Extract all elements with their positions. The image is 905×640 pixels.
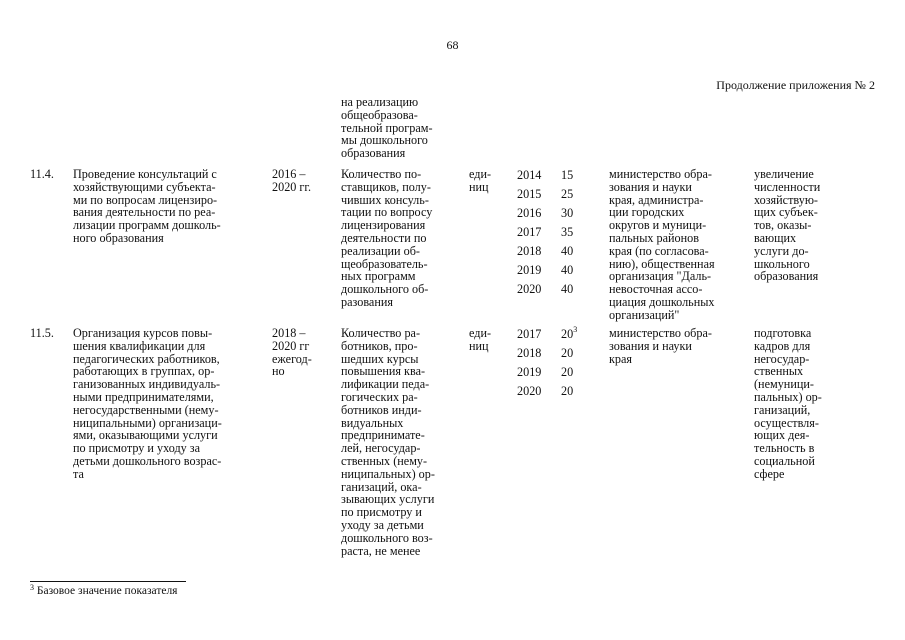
footnote-reference: 3 <box>573 325 578 334</box>
footnote <box>30 585 177 597</box>
activity-description: Организация курсов повы- шения квалификации для педагогических работников, работающих в группах, ор- ганизованных индивидуаль- ными предпринимателями, негосударственными (нему- ниципальными) организаци- ями, оказывающими услуги по присмотру и уходу за детьми дошкольного возрас- та <box>73 326 222 481</box>
year-value-pair <box>517 327 577 342</box>
expected-result: подготовка кадров для негосудар- ственных (немуници- пальных) ор- ганизаций, осуществля- ющих дея- тельность в социальной сфере <box>754 326 822 481</box>
value: 25 <box>561 187 574 201</box>
expected-result: увеличение численности хозяйствую- щих субъек- тов, оказы- вающих услуги до- школьного образования <box>754 167 821 284</box>
page-number: 68 <box>446 38 459 52</box>
year: 2017 <box>517 327 542 341</box>
year: 2016 <box>517 206 542 220</box>
value: 20 <box>561 365 574 379</box>
year-value-pair <box>517 187 573 202</box>
year: 2017 <box>517 225 542 239</box>
appendix-continuation-label: Продолжение приложения № 2 <box>716 78 875 92</box>
year-value-pair <box>517 225 573 240</box>
activity-description: Проведение консультаций с хозяйствующими субъекта- ми по вопросам лицензиро- вания деятельности по реа- лизации программ дошколь- ного образования <box>73 167 221 245</box>
carryover-indicator: на реализацию общеобразова- тельной програм- мы дошкольного образования <box>341 95 433 161</box>
value: 20 <box>561 384 574 398</box>
indicator-description: Количество по- ставщиков, полу- чивших консуль- тации по вопросу лицензирования деятельности по реализации об- щеобразователь- ных программ дошкольного об- разования <box>341 167 433 309</box>
year-value-pair <box>517 346 573 361</box>
year-value-pair <box>517 384 573 399</box>
value: 35 <box>561 225 574 239</box>
year: 2018 <box>517 346 542 360</box>
footnote-mark: 3 <box>30 583 34 592</box>
year-value-pair <box>517 365 573 380</box>
value: 40 <box>561 282 574 296</box>
value: 40 <box>561 263 574 277</box>
executor: министерство обра- зования и науки края, администра- ции городских округов и муници- пальных районов края (по согласова- нию), общественная организация "Даль- невосточная ассо- циация дошкольных организаций" <box>609 167 715 322</box>
year-value-pair <box>517 168 573 183</box>
year: 2015 <box>517 187 542 201</box>
value: 15 <box>561 168 574 182</box>
year-value-pair <box>517 282 573 297</box>
unit: еди- ниц <box>469 167 492 194</box>
unit: еди- ниц <box>469 326 492 353</box>
year: 2018 <box>517 244 542 258</box>
year-value-pair <box>517 244 573 259</box>
year: 2019 <box>517 365 542 379</box>
value: 30 <box>561 206 574 220</box>
year: 2020 <box>517 384 542 398</box>
executor: министерство обра- зования и науки края <box>609 326 712 366</box>
year: 2020 <box>517 282 542 296</box>
value: 20 <box>561 327 574 341</box>
row-number: 11.4. <box>30 167 54 181</box>
year: 2019 <box>517 263 542 277</box>
indicator-description: Количество ра- ботников, про- шедших курсы повышения ква- лификации педа- гогических ра- ботников инди- видуальных предпринимате- лей, негосудар- ственных (нему- ниципальных) ор- ганизаций, ока- зывающих услуги по присмотру и уходу за детьми дошкольного воз- раста, не менее <box>341 326 435 558</box>
row-number: 11.5. <box>30 326 54 340</box>
value: 20 <box>561 346 574 360</box>
year: 2014 <box>517 168 542 182</box>
period: 2018 – 2020 гг ежегод- но <box>272 326 312 379</box>
footnote-text: Базовое значение показателя <box>36 585 178 597</box>
year-value-pair <box>517 263 573 278</box>
year-value-pair <box>517 206 573 221</box>
footnote-divider <box>30 581 186 582</box>
value: 40 <box>561 244 574 258</box>
period: 2016 – 2020 гг. <box>272 167 312 194</box>
